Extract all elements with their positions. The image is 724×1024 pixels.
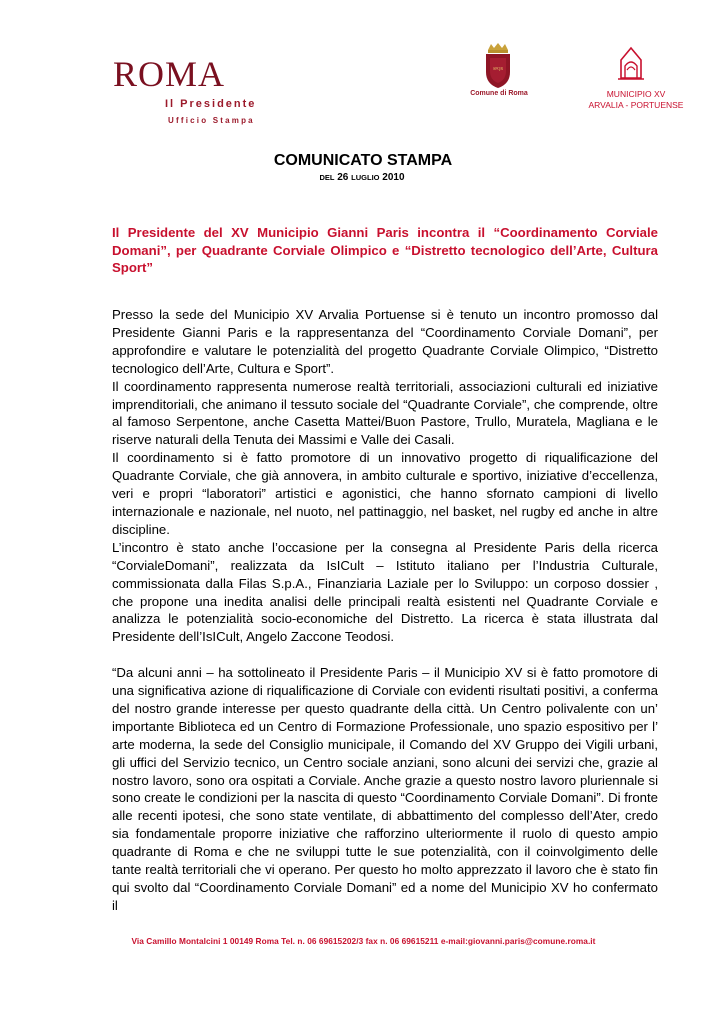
footer-contact: Via Camillo Montalcini 1 00149 Roma Tel. n. 06 69615202/3 fax n. 06 69615211 e-mail:giovanni.paris@comune.roma.it [131, 936, 596, 946]
paragraph: L’incontro è stato anche l’occasione per la consegna al Presidente Paris della ricerca “CorvialeDomani”, realizzata da IsICult – Istituto italiano per l’Industria Culturale, commissionata dalla Filas S.p.A., Finanziaria Laziale per lo Sviluppo: un corposo dossier , che propone una inedita analisi delle principali realtà esistenti nel Quadrante Corviale e analizza le potenzialità socio-economiche del Distretto. La ricerca è stata illustrata dal Presidente dell’IsICult, Angelo Zaccone Teodosi. [112, 539, 658, 645]
roma-logo: ROMA [113, 54, 226, 94]
date-month: LUGLIO [351, 173, 380, 182]
paragraph: Presso la sede del Municipio XV Arvalia Portuense si è tenuto un incontro promosso dal Presidente Gianni Paris e la rappresentanza del “Coordinamento Corviale Domani”, per approfondire e valutare le potenzialità del progetto Quadrante Corviale Olimpico, “Distretto tecnologico dell’Arte, Cultura e Sport”. [112, 307, 658, 376]
date-del: DEL [319, 173, 335, 182]
date-year: 2010 [382, 172, 405, 183]
paragraph: Il coordinamento rappresenta numerose realtà territoriali, associazioni culturali ed iniziative imprenditoriali, che animano il tessuto sociale del “Quadrante Corviale”, che comprende, oltre al famoso Serpentone, anche Casetta Mattei/Buon Pastore, Trullo, Muratela, Magliana e le riserve naturali della Tenuta dei Massimi e Valle dei Casali. [112, 378, 658, 448]
paragraph: “Da alcuni anni – ha sottolineato il Presidente Paris – il Municipio XV si è fatto promotore di una significativa azione di riqualificazione di Corviale con evidenti risultati positivi, a conferma del nostro grande interesse per questo quadrante della città. Un Centro polivalente con un’ importante Biblioteca ed un Centro di Formazione Professionale, uno spazio espositivo per l’ arte moderna, la sede del Consiglio municipale, il Comando del XV Gruppo dei Vigili urbani, gli uffici del Servizio tecnico, un Centro sociale anziani, sono alcuni dei servizi che, grazie al nostro lavoro, sono ora ospitati a Corviale. Anche grazie a questo nostro lavoro pluriennale si sono create le condizioni per la nascita di questo “Coordinamento Corviale Domani”. Di fronte alle recenti ipotesi, che sono state ventilate, di abbattimento del complesso dell’Ater, credo sia fondamentale proporre iniziative che rafforzino ulteriormente il ruolo di questo ampio quadrante di Roma e che ne sviluppi tutte le sue potenzialità, con il coinvolgimento delle tante realtà territoriali che vi operano. Per questo ho molto apprezzato il lavoro che è stato fin qui svolto dal “Coordinamento Corviale Domani” ed a nome del Municipio XV ho confermato il [112, 665, 658, 913]
municipio-label [580, 89, 692, 111]
ufficio-stampa-label: Ufficio Stampa [168, 116, 255, 125]
roma-crest-icon [478, 42, 518, 90]
headline: Il Presidente del XV Municipio Gianni Paris incontra il “Coordinamento Corviale Domani”, per Quadrante Corviale Olimpico e “Distretto tecnologico dell’Arte, Cultura Sport” [112, 225, 658, 275]
svg-text:SPQR: SPQR [492, 66, 504, 71]
municipio-emblem-icon [614, 46, 648, 82]
presidente-label: Il Presidente [165, 98, 257, 110]
date-day: 26 [337, 172, 349, 183]
municipio-line-1: MUNICIPIO XV [606, 89, 666, 99]
document-title: COMUNICATO STAMPA [273, 152, 453, 169]
paragraph: Il coordinamento si è fatto promotore di un innovativo progetto di riqualificazione del Quadrante Corviale, che già annovera, in ambito culturale e sportivo, iniziative d’eccellenza, veri e propri “laboratori” artistici e agonistici, che hanno sfornato campioni di livello internazionale e nazionale, nel nuoto, nel pattinaggio, nel basket, nel rugby ed anche in altre discipline. [112, 450, 658, 537]
comune-di-roma-label: Comune di Roma [470, 90, 528, 97]
document-date [0, 172, 724, 183]
body-text [112, 306, 658, 915]
municipio-line-2: ARVALIA - PORTUENSE [588, 100, 684, 110]
